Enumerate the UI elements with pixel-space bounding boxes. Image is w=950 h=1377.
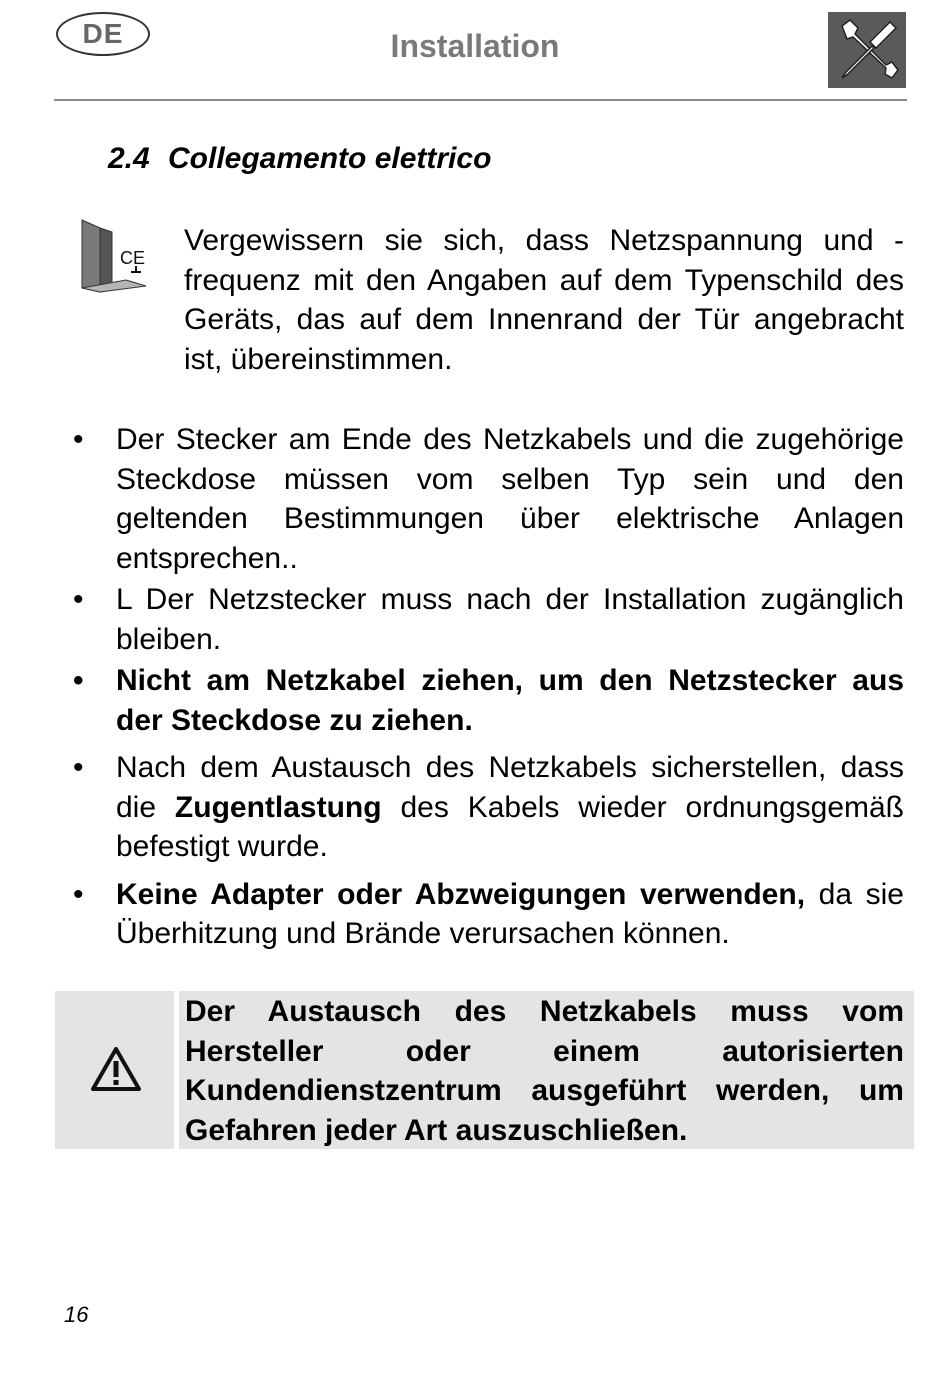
bullet-marker: •: [73, 877, 84, 911]
list-item: • Nicht am Netzkabel ziehen, um den Netzstecker aus der Steckdose zu ziehen.: [70, 661, 904, 740]
list-item: • Keine Adapter oder Abzweigungen verwenden, da sie Überhitzung und Brände verursachen können.: [70, 875, 904, 954]
page-number: 16: [64, 1302, 89, 1327]
section-number: 2.4: [108, 142, 150, 175]
list-item: • L Der Netzstecker muss nach der Installation zugänglich bleiben.: [70, 580, 904, 659]
appliance-ce-label-icon: [80, 218, 148, 298]
bullet-marker: •: [73, 583, 84, 616]
emphasis-text: Keine Adapter oder Abzweigungen verwenden,: [116, 877, 806, 911]
list-item: • Nach dem Austausch des Netzkabels sicherstellen, dass die Zugentlastung des Kabels wieder ordnungsgemäß befestigt wurde.: [70, 748, 904, 867]
svg-text:CE: CE: [120, 248, 146, 268]
bullet-marker: •: [73, 423, 84, 456]
emphasis-text: Zugentlastung: [174, 790, 382, 824]
warning-text: Der Austausch des Netzkabels muss vom Hersteller oder einem autorisierten Kundendienstzentrum ausgeführt werden, um Gefahren jeder Art auszuschließen.: [185, 995, 904, 1147]
intro-paragraph: Vergewissern sie sich, dass Netzspannung und -frequenz mit den Angaben auf dem Typenschild des Geräts, das auf dem Innenrand der Tür angebracht ist, übereinstimmen.: [184, 224, 904, 376]
page-header-title: Installation: [390, 28, 560, 64]
list-item: • Der Stecker am Ende des Netzkabels und die zugehörige Steckdose müssen vom selben Typ sein und den geltenden Bestimmungen über elektrische Anlagen entsprechen..: [70, 420, 904, 578]
header-divider: [54, 99, 907, 101]
section-title: Collegamento elettrico: [168, 142, 492, 175]
warning-box-divider: [174, 991, 179, 1149]
wrench-screwdriver-icon: [828, 12, 906, 88]
bullet-marker: •: [73, 664, 84, 697]
warning-triangle-icon: [90, 1045, 142, 1093]
instruction-list: [70, 420, 904, 954]
bullet-marker: •: [73, 751, 84, 784]
language-badge: DE: [56, 12, 150, 56]
section-heading: [108, 142, 491, 176]
